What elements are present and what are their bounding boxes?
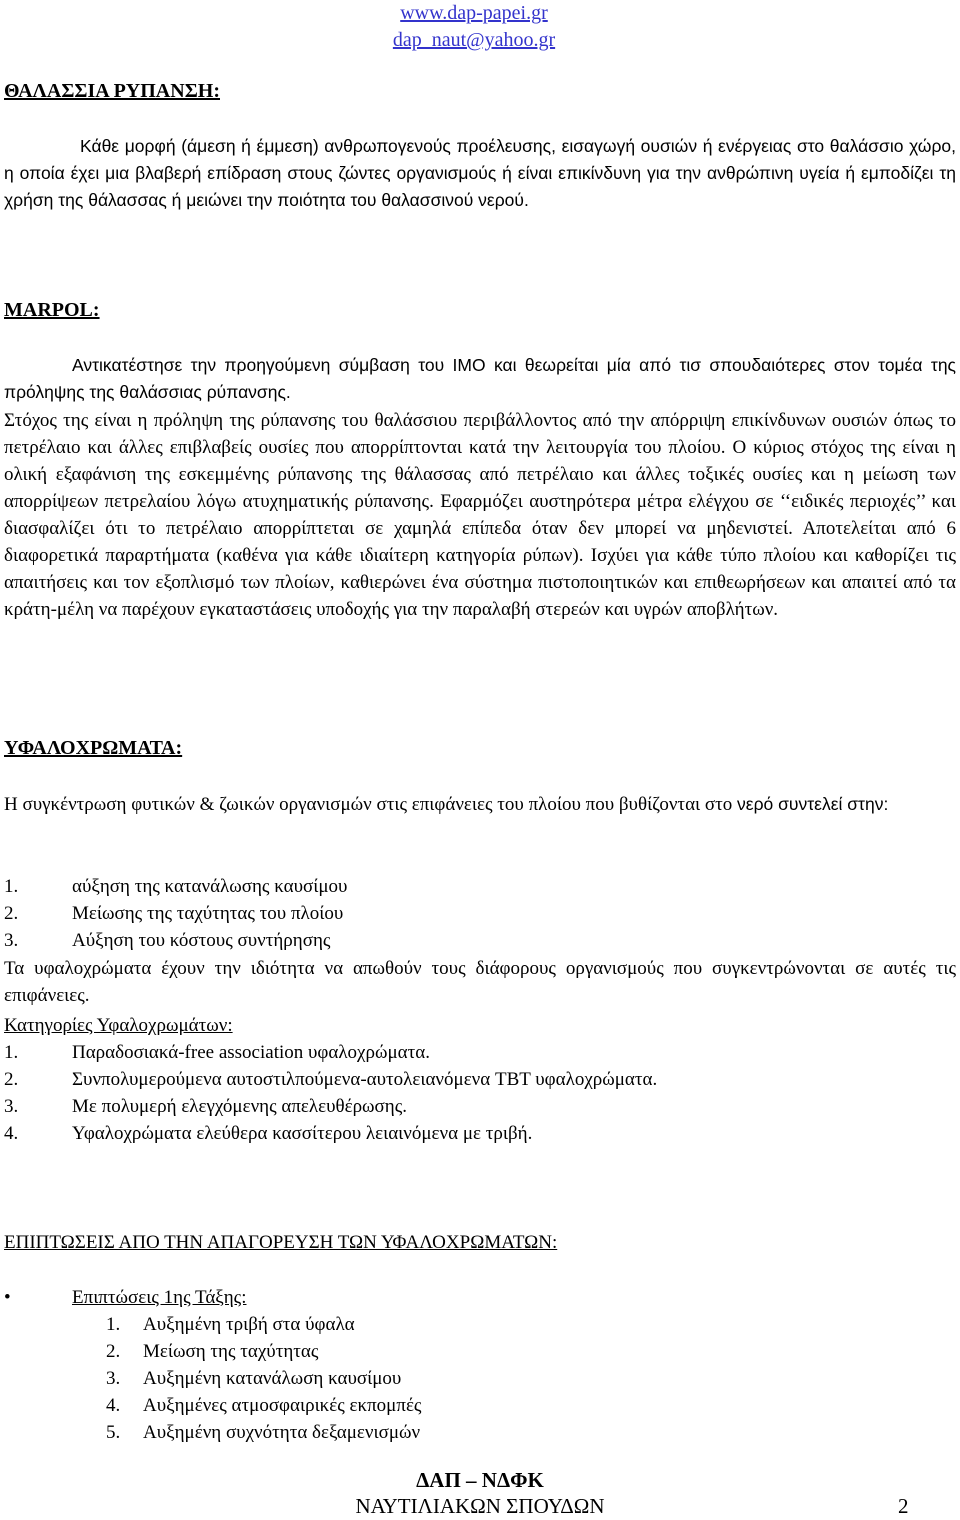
list-item-number: 4. <box>106 1395 121 1416</box>
marine-pollution-definition: Κάθε μορφή (άμεση ή έμμεση) ανθρωπογενούς προέλευσης, εισαγωγή ουσιών ή ενέργειας στο θαλάσσιο χώρο, η οποία έχει μια βλαβερή επίδραση στους ζώντες οργανισμούς ή είναι επικίνδυνη για την ανθρώπινη υγεία ή εμποδίζει τη χρήση της θάλασσας ή μειώνει την ποιότητα του θαλασσινού νερού. <box>4 136 956 210</box>
section-title-marpol: MARPOL: <box>4 299 100 321</box>
email-link[interactable]: dap_naut@yahoo.gr <box>392 29 556 51</box>
footer-department: ΝΑΥΤΙΛΙΑΚΩΝ ΣΠΟΥΔΩΝ <box>355 1494 605 1518</box>
list-item <box>4 927 330 954</box>
list-item <box>4 1066 657 1093</box>
list-item <box>4 1120 532 1147</box>
list-item-number: 4. <box>4 1123 19 1144</box>
list-item <box>106 1419 420 1446</box>
list-item-text: Αύξηση του κόστους συντήρησης <box>72 930 331 951</box>
marpol-body: Στόχος της είναι η πρόληψη της ρύπανσης του θαλάσσιου περιβάλλοντος από την απόρριψη επικίνδυνων ουσιών όπως το πετρέλαιο και άλλες επιβλαβείς ουσίες που απορρίπτονται κατά την λειτουργία του πλοίου. Ο κύριος στόχος της είναι η ολική εξαφάνιση της εσκεμμένης ρύπανσης της θάλασσας από πετρέλαιο και άλλες τοξικές ουσίες και η μείωση των απορρίψεων πετρελαίου λόγω ατυχηματικής ρύπανσης. Εφαρμόζει αυστηρότερα μέτρα ελέγχου σε ‘‘ειδικές περιοχές’’ και διασφαλίζει ότι το πετρέλαιο απορρίπτεται σε χαμηλά επίπεδα όταν δεν μπορεί να μηδενιστεί. Αποτελείται από 6 διαφορετικά παραρτήματα (καθένα για κάθε ιδιαίτερη κατηγορία ρύπων). Ισχύει για κάθε τύπο πλοίου και καθορίζει τις απαιτήσεις και τον εξοπλισμό των πλοίων, καθιερώνει ένα σύστημα πιστοποιητικών και επιθεωρήσεων και απαιτεί από τα κράτη-μέλη να παρέχουν εγκαταστάσεις υποδοχής για την παραλαβή στερεών και υγρών αποβλήτων. <box>4 410 956 620</box>
section-title-marine-pollution: ΘΑΛΑΣΣΙΑ ΡΥΠΑΝΣΗ: <box>4 80 220 102</box>
list-item <box>4 1039 430 1066</box>
list-item-number: 2. <box>4 903 19 924</box>
section-title-ban-consequences: ΕΠΙΠΤΩΣΕΙΣ ΑΠΟ ΤΗΝ ΑΠΑΓΟΡΕΥΣΗ ΤΩΝ ΥΦΑΛΟΧΡΩΜΑΤΩΝ: <box>4 1232 558 1253</box>
list-item <box>106 1311 355 1338</box>
page-number: 2 <box>898 1494 909 1518</box>
antifouling-intro-text: Η συγκέντρωση φυτικών & ζωικών οργανισμών στις επιφάνειες του πλοίου που βυθίζονται στο <box>4 794 738 815</box>
website-link[interactable]: www.dap-papei.gr <box>400 2 548 24</box>
antifouling-property: Τα υφαλοχρώματα έχουν την ιδιότητα να απωθούν τους διάφορους οργανισμούς που συγκεντρώνονται σε αυτές τις επιφάνειες. <box>4 958 956 1006</box>
list-item-number: 3. <box>4 930 19 951</box>
list-item <box>4 900 343 927</box>
list-item-text: Μείωσης της ταχύτητας του πλοίου <box>72 903 344 924</box>
list-item-number: 2. <box>106 1341 121 1362</box>
list-item <box>4 873 347 900</box>
list-item-number: 3. <box>4 1096 19 1117</box>
list-item <box>106 1392 421 1419</box>
section-title-antifouling: ΥΦΑΛΟΧΡΩΜΑΤΑ: <box>4 737 183 759</box>
list-item-text: Με πολυμερή ελεγχόμενης απελευθέρωσης. <box>72 1096 408 1117</box>
first-order-effects-title: Επιπτώσεις 1ης Τάξης: <box>72 1287 247 1308</box>
list-item-text: Υφαλοχρώματα ελεύθερα κασσίτερου λειαινόμενα με τριβή. <box>72 1123 533 1144</box>
marpol-intro: Αντικατέστησε την προηγούμενη σύμβαση του ΙΜΟ και θεωρείται μία από τισ σπουδαιότερες στον τομέα της πρόληψης της θαλάσσιας ρύπανσης. <box>4 355 956 402</box>
list-item-number: 1. <box>4 1042 19 1063</box>
list-item-number: 1. <box>4 876 19 897</box>
bullet-icon: • <box>4 1287 11 1308</box>
list-item-number: 5. <box>106 1422 121 1443</box>
list-item-text: Μείωση της ταχύτητας <box>143 1341 319 1362</box>
list-item <box>106 1338 318 1365</box>
list-item-text: Αυξημένη συχνότητα δεξαμενισμών <box>143 1422 421 1443</box>
list-item-number: 1. <box>106 1314 121 1335</box>
antifouling-intro-tail: νερό συντελεί στην: <box>737 794 889 814</box>
list-item <box>4 1093 407 1120</box>
list-item-text: Αυξημένες ατμοσφαιρικές εκπομπές <box>143 1395 422 1416</box>
antifouling-intro <box>4 791 956 818</box>
list-item <box>106 1365 401 1392</box>
list-item-number: 3. <box>106 1368 121 1389</box>
list-item-number: 2. <box>4 1069 19 1090</box>
list-item-text: Παραδοσιακά-free association υφαλοχρώματα. <box>72 1042 430 1063</box>
footer-organization: ΔΑΠ – ΝΔΦΚ <box>416 1468 544 1492</box>
list-item-text: Συνπολυμερούμενα αυτοστιλπούμενα-αυτολειανόμενα TBT υφαλοχρώματα. <box>72 1069 658 1090</box>
list-item-text: Αυξημένη κατανάλωση καυσίμου <box>143 1368 402 1389</box>
antifouling-categories-title: Κατηγορίες Υφαλοχρωμάτων: <box>4 1015 233 1036</box>
list-item-text: αύξηση της κατανάλωσης καυσίμου <box>72 876 348 897</box>
list-item-text: Αυξημένη τριβή στα ύφαλα <box>143 1314 355 1335</box>
